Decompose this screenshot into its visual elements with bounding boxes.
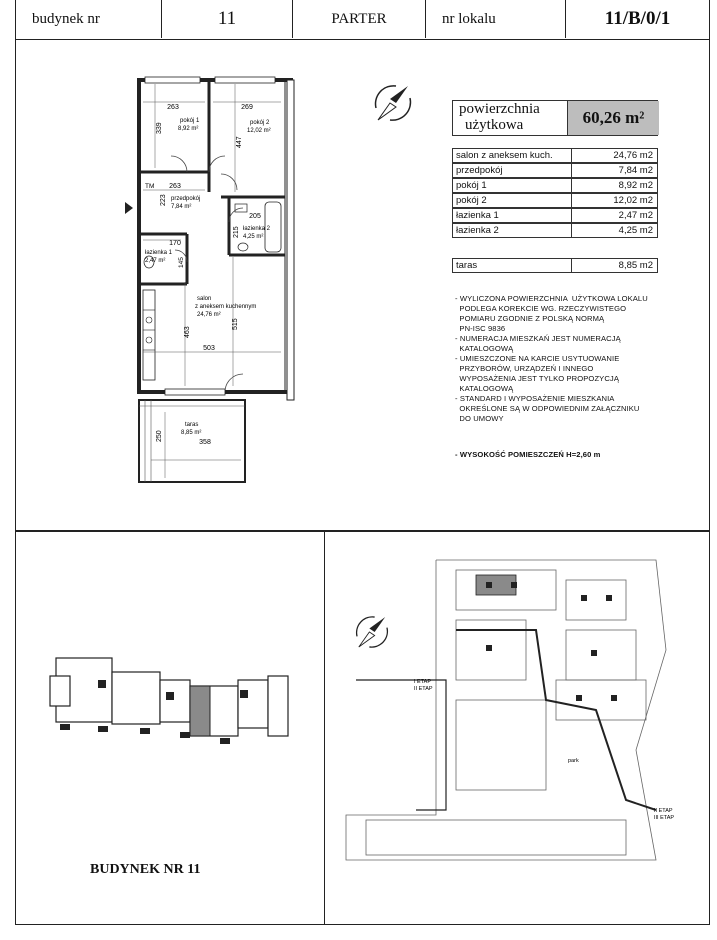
label-pokoj2-area: 12,02 m² [247, 128, 271, 134]
note-line: POMIARU ZGODNIE Z POLSKĄ NORMĄ [455, 314, 605, 323]
park-label: park [568, 758, 579, 764]
note-line: WYPOSAŻENIA JEST TYLKO PROPOZYCJĄ [455, 374, 619, 383]
dim-145: 145 [178, 257, 185, 268]
room-area: 24,76 m2 [613, 150, 653, 161]
label-pokoj1-area: 8,92 m² [178, 126, 199, 132]
dim-358: 358 [199, 439, 211, 446]
dim-503: 503 [203, 345, 215, 352]
label-lazienka1: łazienka 1 [145, 250, 173, 256]
dim-170: 170 [169, 240, 181, 247]
dim-515: 515 [232, 318, 239, 330]
room-area: 7,84 m2 [618, 165, 653, 176]
building-caption: BUDYNEK NR 11 [90, 862, 201, 877]
label-przedpokoj-area: 7,84 m² [171, 204, 192, 210]
room-name: salon z aneksem kuch. [456, 150, 553, 161]
note-line: PN-ISC 9836 [455, 324, 506, 333]
dim-215: 215 [233, 226, 240, 238]
stage-label-3: II ETAP [654, 808, 673, 814]
label-przedpokoj: przedpokój [171, 196, 201, 202]
note-line: - STANDARD I WYPOSAŻENIE MIESZKANIA [455, 394, 615, 403]
label-lazienka2-area: 4,25 m² [243, 234, 264, 240]
area-box [452, 100, 658, 136]
room-name: przedpokój [456, 165, 503, 176]
room-area: 4,25 m2 [618, 225, 653, 236]
room-area: 2,47 m2 [618, 210, 653, 221]
terrace-area: 8,85 m2 [618, 260, 653, 271]
room-row [452, 163, 658, 178]
label-salon: salon [197, 296, 212, 302]
stage-label-1: I ETAP [414, 679, 432, 685]
room-name: pokój 1 [456, 180, 487, 191]
label-pokoj1: pokój 1 [180, 118, 200, 124]
dim-269: 269 [241, 104, 253, 111]
room-row [452, 223, 658, 238]
room-area: 8,92 m2 [618, 180, 653, 191]
room-row [452, 193, 658, 208]
building-number: 11 [162, 0, 293, 38]
area-value: 60,26 m² [567, 101, 659, 135]
room-name: łazienka 1 [456, 210, 499, 221]
room-row [452, 178, 658, 193]
label-pokoj2: pokój 2 [250, 120, 270, 126]
stage-label-2: II ETAP [414, 686, 433, 692]
dim-447: 447 [236, 136, 243, 148]
room-name: łazienka 2 [456, 225, 499, 236]
dim-263b: 263 [169, 183, 181, 190]
room-row [452, 148, 658, 163]
terrace-row [452, 258, 658, 273]
note-line: DO UMOWY [455, 414, 504, 423]
unit-label: nr lokalu [426, 0, 566, 38]
dim-263a: 263 [167, 104, 179, 111]
stage-label-4: III ETAP [654, 815, 675, 821]
note-line: PODLEGA KOREKCIE WG. RZECZYWISTEGO [455, 304, 627, 313]
dim-tm: TM [145, 183, 155, 190]
dim-250: 250 [156, 430, 163, 442]
dim-205: 205 [249, 213, 261, 220]
note-line: - NUMERACJA MIESZKAŃ JEST NUMERACJĄ [455, 334, 621, 343]
floor-label: PARTER [293, 0, 426, 38]
dim-339: 339 [156, 122, 163, 134]
label-lazienka1-area: 2,47 m² [145, 258, 166, 264]
area-label-2: użytkowa [465, 117, 524, 133]
note-line: - WYLICZONA POWIERZCHNIA UŻYTKOWA LOKALU [455, 294, 648, 303]
note-line: KATALOGOWĄ [455, 384, 514, 393]
room-area: 12,02 m2 [613, 195, 653, 206]
unit-number: 11/B/0/1 [604, 8, 671, 29]
label-taras-area: 8,85 m² [181, 430, 202, 436]
label-salon-area: 24,76 m² [197, 312, 221, 318]
building-key-plan [40, 640, 300, 750]
note-line: KATALOGOWĄ [455, 344, 514, 353]
room-row [452, 208, 658, 223]
room-name: pokój 2 [456, 195, 487, 206]
dim-463: 463 [184, 326, 191, 338]
label-lazienka2: łazienka 2 [243, 226, 271, 232]
area-label-1: powierzchnia [459, 101, 540, 117]
terrace-name: taras [456, 260, 478, 271]
note-line: PRZYBORÓW, URZĄDZEŃ I INNEGO [455, 364, 594, 373]
note-line: - UMIESZCZONE NA KARCIE USYTUOWANIE [455, 354, 620, 363]
note-line: OKREŚLONE SĄ W ODPOWIEDNIM ZAŁĄCZNIKU [455, 404, 640, 413]
header-bar [15, 0, 710, 40]
north-arrow-icon [368, 78, 418, 128]
label-salon-2: z aneksem kuchennym [195, 304, 257, 310]
dim-223: 223 [160, 194, 167, 206]
label-taras: taras [185, 422, 199, 428]
site-plan [336, 550, 700, 880]
building-label: budynek nr [16, 0, 162, 38]
height-note: - WYSOKOŚĆ POMIESZCZEŃ H=2,60 m [455, 450, 601, 459]
floor-plan [125, 72, 305, 492]
